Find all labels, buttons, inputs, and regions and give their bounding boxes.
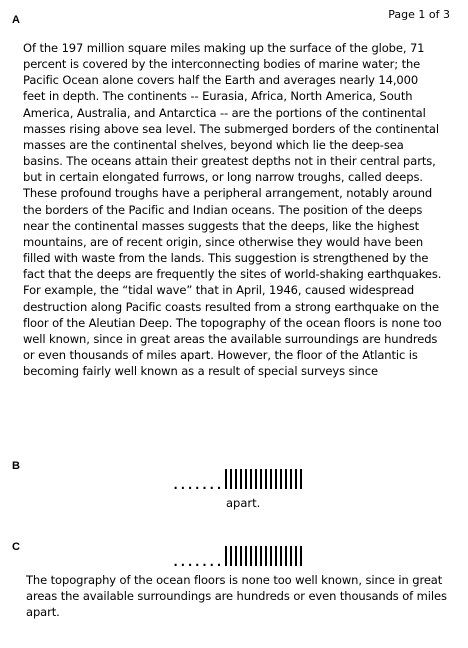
remaining-bars xyxy=(225,469,305,489)
section-c-label: C xyxy=(12,541,20,553)
passage-c-text: The topography of the ocean floors is none too well known, since in great areas the available surroundings are hundreds or even thousands of miles apart. xyxy=(26,573,447,619)
section-b-label: B xyxy=(12,460,20,472)
passage-c xyxy=(26,572,450,620)
passage-a-text: Of the 197 million square miles making up the surface of the globe, 71 percent is covered by the interconnecting bodies of marine water; the Pacific Ocean alone covers half the Earth and averages nearly 14,000 feet in depth. The continents -- Eurasia, Africa, North America, South America, Australia, and Antarctica -- are the portions of the continental masses rising above sea level. The submerged borders of the continental masses are the continental shelves, beyond which lie the deep-sea basins. The oceans attain their greatest depths not in their central parts, but in certain elongated furrows, or long narrow troughs, called deeps. These profound troughs have a peripheral arrangement, notably around the borders of the Pacific and Indian oceans. The position of the deeps near the continental masses suggests that the deeps, like the highest mountains, are of recent origin, since otherwise they would have been filled with waste from the lands. This suggestion is strengthened by the fact that the deeps are frequently the sites of world-shaking earthquakes. For example, the “tidal wave” that in April, 1946, caused widespread destruction along Pacific coasts resulted from a strong earthquake on the floor of the Aleutian Deep. The topography of the ocean floors is none too well known, since in great areas the available surroundings are hundreds or even thousands of miles apart. However, the floor of the Atlantic is becoming fairly well known as a result of special surveys since xyxy=(23,41,442,379)
reading-rate-widget-b[interactable] xyxy=(172,469,305,492)
progress-dots: ....... xyxy=(172,478,223,492)
section-a-label: A xyxy=(12,14,20,26)
page-indicator: Page 1 of 3 xyxy=(388,8,450,21)
passage-a xyxy=(23,40,443,379)
progress-dots: ....... xyxy=(172,555,223,569)
reading-rate-widget-c[interactable] xyxy=(172,546,305,569)
caption-b: apart. xyxy=(226,496,261,510)
remaining-bars xyxy=(225,546,305,566)
